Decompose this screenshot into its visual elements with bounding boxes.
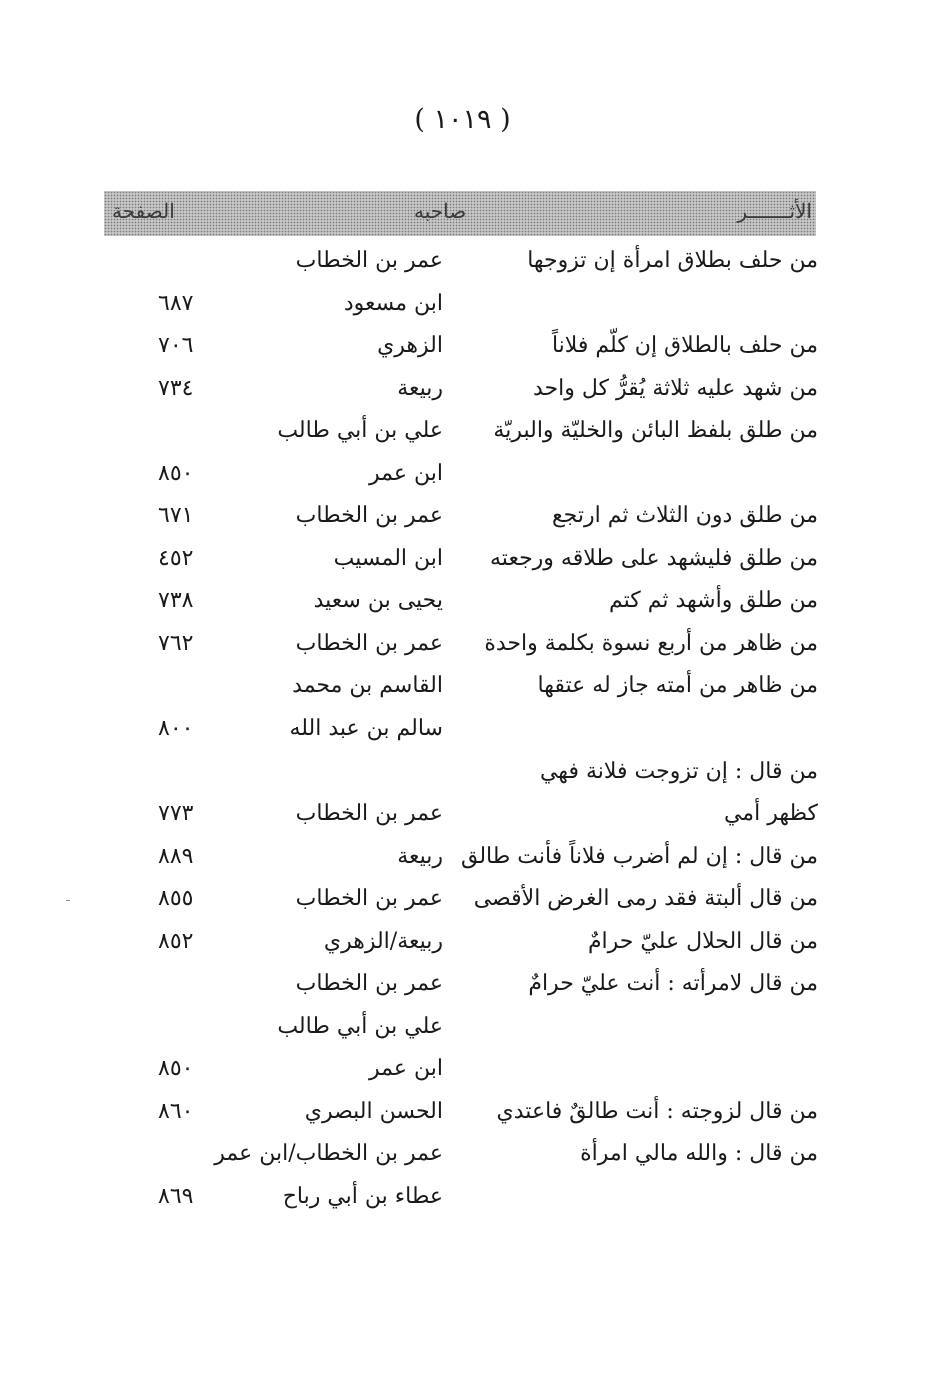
table-row: [0, 325, 940, 368]
row-owner: ابن عمر: [369, 460, 443, 486]
table-row: [0, 453, 940, 496]
header-page: الصفحة: [112, 199, 175, 223]
table-row: [0, 665, 940, 708]
row-page-number: ٨٥٠: [158, 460, 194, 486]
row-topic: من حلف بطلاق امرأة إن تزوجها: [527, 248, 818, 273]
table-row: [0, 410, 940, 453]
table-row: [0, 283, 940, 326]
table-row: [0, 878, 940, 921]
table-header: [104, 191, 816, 236]
table-row: [0, 623, 940, 666]
row-owner: ابن عمر: [369, 1056, 443, 1082]
row-owner: عطاء بن أبي رباح: [282, 1184, 443, 1210]
row-page-number: ٨٦٩: [158, 1184, 194, 1210]
row-owner: عمر بن الخطاب: [295, 630, 443, 656]
page-number: ( ١٠١٩ ): [414, 104, 511, 135]
row-page-number: ٨٨٩: [158, 843, 194, 869]
row-topic: كظهر أمي: [723, 801, 818, 827]
table-row: [0, 1176, 940, 1219]
row-topic: من قال : والله مالي امرأة: [580, 1141, 818, 1167]
row-page-number: ٨٥٥: [158, 886, 194, 912]
table-row: [0, 1133, 940, 1176]
row-owner: عمر بن الخطاب: [295, 971, 443, 997]
row-topic: من قال الحلال عليّ حرامٌ: [587, 928, 818, 954]
table-row: [0, 836, 940, 879]
row-owner: عمر بن الخطاب: [295, 886, 443, 912]
row-topic: من قال لامرأته : أنت عليّ حرامٌ: [528, 971, 818, 997]
row-page-number: ٨٦٠: [158, 1098, 194, 1124]
row-page-number: ٧٧٣: [158, 801, 194, 827]
row-owner: الحسن البصري: [304, 1098, 443, 1124]
row-owner: ربيعة/الزهري: [323, 928, 443, 954]
row-topic: من طلق فليشهد على طلاقه ورجعته: [490, 545, 818, 571]
header-owner: صاحبه: [414, 199, 467, 223]
row-owner: ابن المسيب: [333, 545, 443, 571]
table-row: [0, 240, 940, 283]
row-owner: عمر بن الخطاب: [295, 801, 443, 827]
table-row: [0, 1048, 940, 1091]
row-page-number: ٧٠٦: [158, 333, 194, 359]
row-page-number: ٦٨٧: [158, 290, 194, 316]
table-row: [0, 708, 940, 751]
table-row: [0, 751, 940, 794]
row-topic: من ظاهر من أربع نسوة بكلمة واحدة: [484, 630, 818, 656]
table-row: [0, 495, 940, 538]
row-page-number: ٨٥٢: [158, 928, 194, 954]
row-owner: يحيى بن سعيد: [313, 588, 443, 614]
row-topic: من شهد عليه ثلاثة يُقرُّ كل واحد: [532, 375, 818, 401]
row-owner: عمر بن الخطاب: [295, 503, 443, 529]
row-topic: من طلق بلفظ البائن والخليّة والبريّة: [493, 418, 818, 444]
table-row: [0, 580, 940, 623]
row-owner: علي بن أبي طالب: [277, 418, 443, 444]
row-owner: ربيعة: [397, 375, 443, 401]
row-topic: من قال ألبتة فقد رمى الغرض الأقصى: [473, 886, 818, 912]
header-topic: الأث‍‍ـــــــر: [737, 199, 812, 223]
row-owner: علي بن أبي طالب: [277, 1013, 443, 1039]
row-page-number: ٧٣٨: [158, 588, 194, 614]
margin-mark: [66, 900, 70, 901]
row-page-number: ٨٠٠: [158, 716, 194, 742]
table-row: [0, 1006, 940, 1049]
row-page-number: ٧٣٤: [158, 375, 194, 401]
row-page-number: ٧٦٢: [158, 630, 194, 656]
table-row: [0, 538, 940, 581]
table-row: [0, 368, 940, 411]
row-owner: الزهري: [377, 333, 443, 359]
row-topic: من طلق دون الثلاث ثم ارتجع: [551, 503, 818, 529]
index-table: [0, 240, 940, 1219]
table-row: [0, 1091, 940, 1134]
row-page-number: ٨٥٠: [158, 1056, 194, 1082]
table-row: [0, 793, 940, 836]
table-row: [0, 921, 940, 964]
row-owner: عمر بن الخطاب/ابن عمر: [214, 1141, 443, 1167]
row-owner: عمر بن الخطاب: [295, 248, 443, 273]
row-topic: من ظاهر من أمته جاز له عتقها: [537, 673, 818, 699]
row-topic: من قال لزوجته : أنت طالقٌ فاعتدي: [496, 1098, 818, 1124]
row-page-number: ٦٧١: [158, 503, 194, 529]
row-page-number: ٤٥٢: [158, 545, 194, 571]
row-owner: القاسم بن محمد: [292, 673, 443, 699]
row-topic: من قال : إن تزوجت فلانة فهي: [539, 758, 818, 784]
row-owner: ابن مسعود: [343, 290, 443, 316]
row-topic: من قال : إن لم أضرب فلاناً فأنت طالق: [460, 843, 818, 869]
row-topic: من حلف بالطلاق إن كلّم فلاناً: [551, 333, 818, 359]
row-owner: ربيعة: [397, 843, 443, 869]
row-owner: سالم بن عبد الله: [289, 716, 443, 742]
table-row: [0, 963, 940, 1006]
row-topic: من طلق وأشهد ثم كتم: [608, 588, 818, 614]
